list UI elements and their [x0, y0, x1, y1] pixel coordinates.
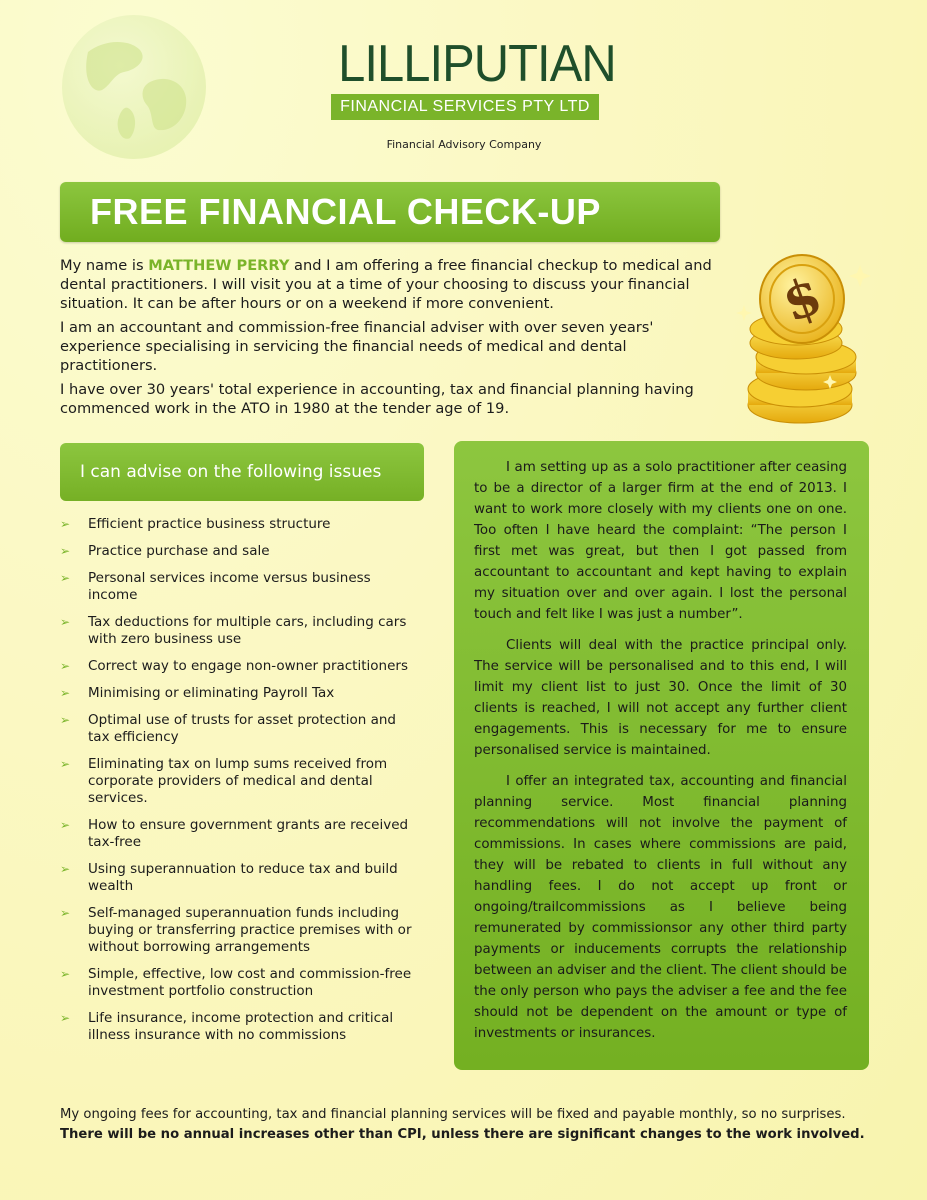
practice-info-panel	[454, 441, 869, 1070]
title-banner	[60, 182, 720, 242]
panel-paragraph: I am setting up as a solo practitioner after ceasing to be a director of a larger firm at the end of 2013. I want to work more closely with my clients one on one. Too often I have heard the complaint: “The person I first met was great, but then I got passed from accountant to accountant and kept having to explain my situation over and over again. I lost the personal touch and felt like I was just a number”.	[474, 460, 847, 622]
panel-paragraph: I offer an integrated tax, accounting and financial planning service. Most financial planning recommendations will not involve the payment of commissions. In cases where commissions are paid, they will be rebated to clients in full without any handling fees. I do not accept up front or ongoing/trailcommissions as I believe being remunerated by commissionsor any other third party payments or inducements corrupts the relationship between an adviser and the client. The client should be the only person who pays the adviser a fee and the fee should not be dependent on the amount or type of investments or insurances.	[474, 774, 847, 1041]
list-item: ➢ Eliminating tax on lump sums received from corporate providers of medical and dental services.	[60, 756, 388, 806]
panel-text	[474, 457, 847, 1054]
intro-paragraph: I have over 30 years' total experience in accounting, tax and financial planning having commenced work in the ATO in 1980 at the tender age of 19.	[60, 381, 694, 417]
arrow-bullet-icon: ➢	[60, 571, 71, 585]
issues-heading-box	[60, 443, 424, 501]
arrow-bullet-icon: ➢	[60, 615, 71, 629]
footer-line-bold: There will be no annual increases other than CPI, unless there are significant changes to the work involved.	[60, 1127, 865, 1142]
logo-wordmark: LILLIPUTIAN	[338, 35, 616, 93]
list-item: ➢ Optimal use of trusts for asset protection and tax efficiency	[60, 712, 396, 745]
list-item: ➢ Efficient practice business structure	[60, 516, 331, 532]
tagline: Financial Advisory Company	[386, 138, 542, 151]
intro-section	[60, 256, 720, 423]
list-item: ➢ Personal services income versus business income	[60, 570, 371, 603]
intro-paragraph: I am an accountant and commission-free financial adviser with over seven years' experience specialising in servicing the financial needs of medical and dental practitioners.	[60, 319, 654, 374]
list-item: ➢ Self-managed superannuation funds including buying or transferring practice premises with or without borrowing arrangements	[60, 905, 412, 955]
list-item: ➢ Minimising or eliminating Payroll Tax	[60, 685, 335, 701]
arrow-bullet-icon: ➢	[60, 1011, 71, 1025]
issues-list	[60, 516, 420, 1054]
intro-paragraph: My name is MATTHEW PERRY and I am offering a free financial checkup to medical and dental practitioners. I will visit you at a time of your choosing to discuss your financial situation. It can be after hours or on a weekend if more convenient.	[60, 257, 712, 312]
svg-text:$: $	[774, 264, 830, 335]
advisor-name: MATTHEW PERRY	[148, 257, 290, 274]
gold-coins-icon	[730, 245, 880, 435]
arrow-bullet-icon: ➢	[60, 713, 71, 727]
list-item: ➢ Simple, effective, low cost and commission-free investment portfolio construction	[60, 966, 412, 999]
arrow-bullet-icon: ➢	[60, 818, 71, 832]
arrow-bullet-icon: ➢	[60, 659, 71, 673]
arrow-bullet-icon: ➢	[60, 862, 71, 876]
arrow-bullet-icon: ➢	[60, 967, 71, 981]
list-item: ➢ Life insurance, income protection and critical illness insurance with no commissions	[60, 1010, 394, 1043]
globe-icon	[58, 12, 210, 162]
issues-heading: I can advise on the following issues	[80, 462, 382, 482]
list-item: ➢ Practice purchase and sale	[60, 543, 270, 559]
panel-paragraph: Clients will deal with the practice principal only. The service will be personalised and to this end, I will limit my client list to just 30. Once the limit of 30 clients is reached, I will not accept any further client engagements. This is necessary for me to ensure personalised service is maintained.	[474, 638, 847, 758]
arrow-bullet-icon: ➢	[60, 517, 71, 531]
arrow-bullet-icon: ➢	[60, 544, 71, 558]
company-logo	[330, 35, 616, 120]
list-item: ➢ Tax deductions for multiple cars, including cars with zero business use	[60, 614, 407, 647]
footer-line: My ongoing fees for accounting, tax and financial planning services will be fixed and payable monthly, so no surprises.	[60, 1107, 846, 1122]
arrow-bullet-icon: ➢	[60, 686, 71, 700]
page-title: FREE FINANCIAL CHECK-UP	[90, 191, 601, 232]
list-item: ➢ How to ensure government grants are received tax-free	[60, 817, 409, 850]
logo-subtitle: FINANCIAL SERVICES PTY LTD	[331, 94, 599, 120]
footer-note	[60, 1105, 880, 1145]
list-item: ➢ Correct way to engage non-owner practitioners	[60, 658, 408, 674]
list-item: ➢ Using superannuation to reduce tax and build wealth	[60, 861, 398, 894]
arrow-bullet-icon: ➢	[60, 757, 71, 771]
arrow-bullet-icon: ➢	[60, 906, 71, 920]
